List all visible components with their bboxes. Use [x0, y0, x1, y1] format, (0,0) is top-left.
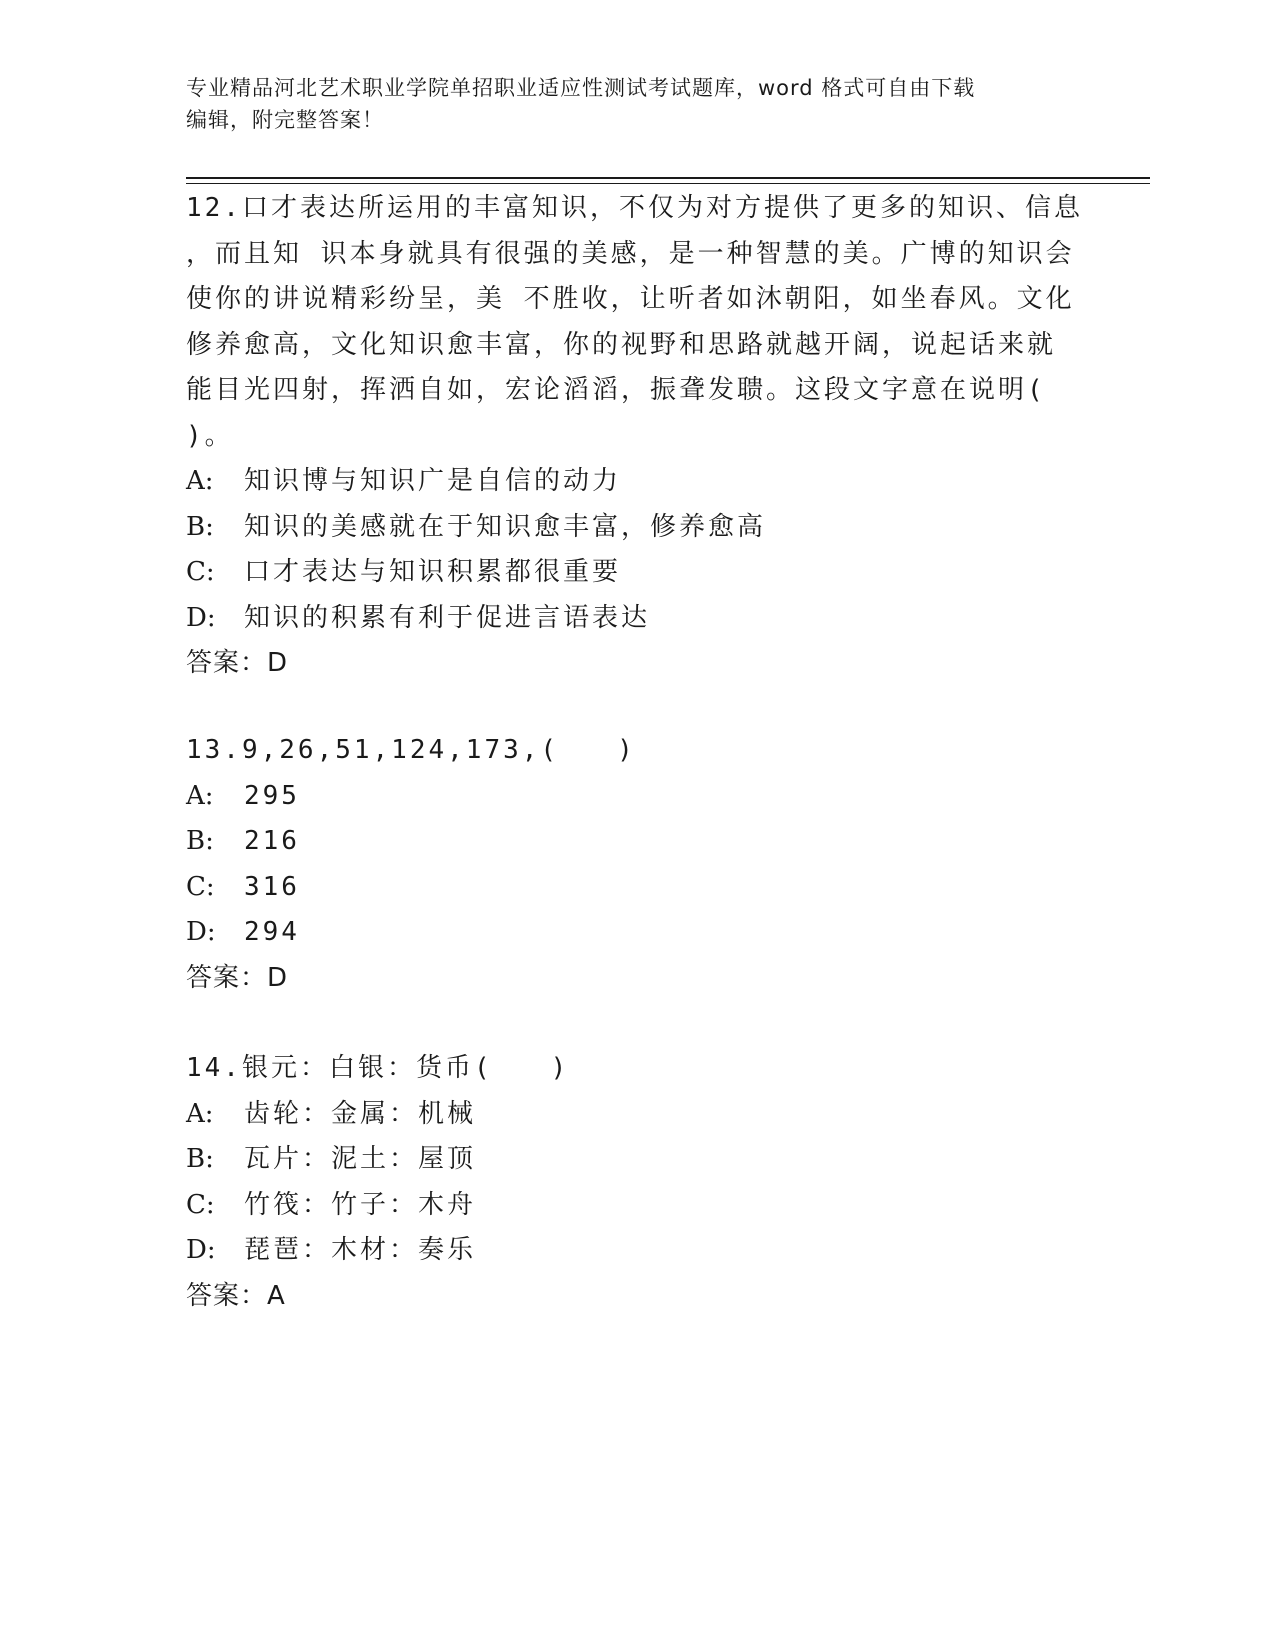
- option-label: B:: [186, 826, 214, 856]
- header-line-1: 专业精品河北艺术职业学院单招职业适应性测试考试题库，word 格式可自由下载: [186, 76, 976, 100]
- option-text: 齿轮：金属：机械: [244, 1098, 477, 1129]
- question-stem-line: ，而且知 识本身就具有很强的美感，是一种智慧的美。广博的知识会: [186, 238, 1075, 269]
- option-c: [186, 1183, 1086, 1229]
- option-d: [186, 910, 1086, 956]
- option-label: A:: [186, 780, 214, 811]
- question-14: [186, 1046, 1086, 1319]
- question-stem-line: 修养愈高，文化知识愈丰富，你的视野和思路就越开阔，说起话来就: [186, 329, 1057, 360]
- option-text: 琵琶：木材：奏乐: [244, 1235, 477, 1265]
- option-b: [186, 505, 1086, 551]
- answer-line: 答案：D: [186, 962, 289, 993]
- option-text: 知识的积累有利于促进言语表达: [244, 602, 651, 633]
- option-b: [186, 819, 1086, 865]
- option-label: D:: [186, 917, 216, 947]
- question-stem-line: 12.口才表达所运用的丰富知识，不仅为对方提供了更多的知识、信息: [186, 193, 1083, 223]
- option-label: C:: [186, 1189, 215, 1220]
- option-text: 294: [244, 917, 300, 947]
- option-text: 知识博与知识广是自信的动力: [244, 466, 622, 496]
- header-rule-thick: [186, 177, 1150, 179]
- header-line-2: 编辑，附完整答案！: [186, 108, 384, 132]
- option-d: [186, 1228, 1086, 1274]
- question-stem-line: )。: [186, 420, 234, 451]
- option-a: [186, 459, 1086, 505]
- option-text: 瓦片：泥土：屋顶: [244, 1144, 477, 1174]
- header-rule-thin: [186, 183, 1150, 184]
- option-a: [186, 774, 1086, 820]
- question-stem-line: 13.9,26,51,124,173,( ): [186, 735, 636, 765]
- answer-line: 答案：A: [186, 1280, 286, 1311]
- option-text: 知识的美感就在于知识愈丰富，修养愈高: [244, 511, 767, 542]
- option-text: 竹筏：竹子：木舟: [244, 1189, 477, 1220]
- option-label: D:: [186, 602, 216, 633]
- option-label: D:: [186, 1235, 216, 1265]
- option-label: C:: [186, 871, 215, 902]
- option-label: A:: [186, 466, 214, 496]
- document-header: [186, 72, 1066, 136]
- option-text: 口才表达与知识积累都很重要: [244, 557, 622, 587]
- question-stem-line: 能目光四射，挥洒自如，宏论滔滔，振聋发聩。这段文字意在说明(: [186, 375, 1046, 405]
- option-label: B:: [186, 1144, 214, 1174]
- option-d: [186, 596, 1086, 642]
- question-12: [186, 186, 1086, 687]
- answer-line: 答案：D: [186, 648, 289, 678]
- question-13: [186, 728, 1086, 1001]
- question-stem-line: 14.银元：白银：货币( ): [186, 1053, 570, 1083]
- question-stem-line: 使你的讲说精彩纷呈，美 不胜收，让听者如沐朝阳，如坐春风。文化: [186, 284, 1075, 314]
- option-label: A:: [186, 1098, 214, 1129]
- option-c: [186, 550, 1086, 596]
- option-label: B:: [186, 511, 214, 542]
- option-a: [186, 1092, 1086, 1138]
- option-label: C:: [186, 557, 215, 587]
- option-b: [186, 1137, 1086, 1183]
- option-text: 295: [244, 780, 300, 811]
- option-text: 216: [244, 826, 300, 856]
- option-text: 316: [244, 871, 300, 902]
- option-c: [186, 865, 1086, 911]
